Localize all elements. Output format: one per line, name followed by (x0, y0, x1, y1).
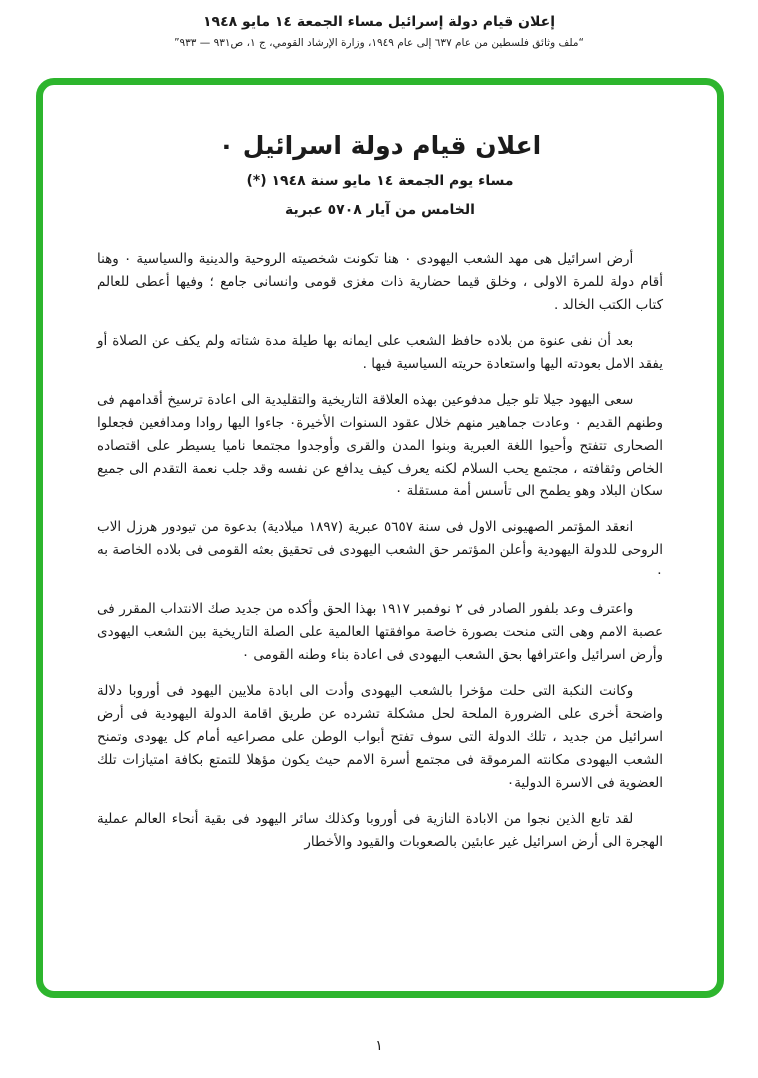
document-page (43, 85, 717, 854)
page-number: ١ (375, 1038, 383, 1054)
document-paragraph: واعترف وعد بلفور الصادر فى ٢ نوفمبر ١٩١٧ بهذا الحق وأكده من جديد صك الانتداب المقرر فى عصبة الامم وهى التى منحت بصورة خاصة موافقتها العالمية على الصلة التاريخية بين الشعب اليهودى وأرض اسرائيل واعترافها بحق الشعب اليهودى فى اعادة بناء وطنه القومى ٠ (97, 601, 663, 664)
document-paragraph: وكانت النكبة التى حلت مؤخرا بالشعب اليهودى وأدت الى ابادة ملايين اليهود فى أوروبا دلالة واضحة أخرى على الضرورة الملحة لحل مشكلة تشرده عن طريق اقامة الدولة اليهودية فى أرض اسرائيل من جديد ، تلك الدولة التى سوف تفتح أبواب الوطن على مصراعيه أمام كل يهودى وتمنح الشعب اليهودى مكانته المرموقة فى مجتمع أسرة الامم حيث يكون مؤهلا للتمتع بكافة امتيازات تلك العضوية فى الاسرة الدولية٠ (97, 683, 663, 791)
document-frame (36, 78, 724, 998)
document-paragraph: أرض اسرائيل هى مهد الشعب اليهودى ٠ هنا تكونت شخصيته الروحية والدينية والسياسية ٠ وهنا أقام دولة للمرة الاولى ، وخلق قيما حضارية ذات مغزى قومى وانسانى جامع ؛ وفيها أعطى للعالم كتاب الكتب الخالد . (97, 251, 663, 313)
citation-title: إعلان قيام دولة إسرائيل مساء الجمعة ١٤ مايو ١٩٤٨ (202, 14, 555, 30)
document-body (97, 248, 663, 854)
document-subtitle-hebrew-date: الخامس من آيار ٥٧٠٨ عبرية (285, 202, 475, 218)
document-paragraph: انعقد المؤتمر الصهيونى الاول فى سنة ٥٦٥٧ عبرية (١٨٩٧ ميلادية) بدعوة من تيودور هرزل الاب الروحى للدولة اليهودية وأعلن المؤتمر حق الشعب اليهودى فى تحقيق بعثه القومى فى بلاده الخاصة به ٠ (97, 519, 663, 582)
document-paragraph: بعد أن نفى عنوة من بلاده حافظ الشعب على ايمانه بها طيلة مدة شتاته ولم يكف عن الصلاة أو يفقد الامل بعودته اليها واستعادة حريته السياسية فيها . (97, 332, 663, 372)
citation-source: “ملف وثائق فلسطين من عام ٦٣٧ إلى عام ١٩٤٩، وزارة الإرشاد القومي، ج ١، ص٩٣١ — ٩٣٣” (174, 37, 584, 49)
document-title: اعلان قيام دولة اسرائيل ٠ (218, 131, 542, 160)
document-paragraph: سعى اليهود جيلا تلو جيل مدفوعين بهذه العلاقة التاريخية والتقليدية الى اعادة ترسيخ أقدامهم فى وطنهم القديم ٠ وعادت جماهير منهم خلال عقود السنوات الأخيرة٠ جاءوا اليها روادا ومدافعين فجعلوا الصحارى تتفتح وأحيوا اللغة العبرية وبنوا المدن والقرى وأوجدوا مجتمعا ناميا يسيطر على اقتصاده الخاص وثقافته ، مجتمع يحب السلام لكنه يعرف كيف يدافع عن نفسه وقد جلب نعمة التقدم الى جميع سكان البلاد وهو يطمح الى تأسس أمة مستقلة ٠ (97, 391, 664, 500)
document-subtitle-date: مساء يوم الجمعة ١٤ مايو سنة ١٩٤٨ (*) (246, 173, 514, 189)
document-paragraph: لقد تابع الذين نجوا من الابادة النازية فى أوروبا وكذلك سائر اليهود فى بقية أنحاء العالم عملية الهجرة الى أرض اسرائيل غير عابئين بالصعوبات والقيود والأخطار (97, 810, 663, 850)
citation-header (0, 0, 758, 49)
